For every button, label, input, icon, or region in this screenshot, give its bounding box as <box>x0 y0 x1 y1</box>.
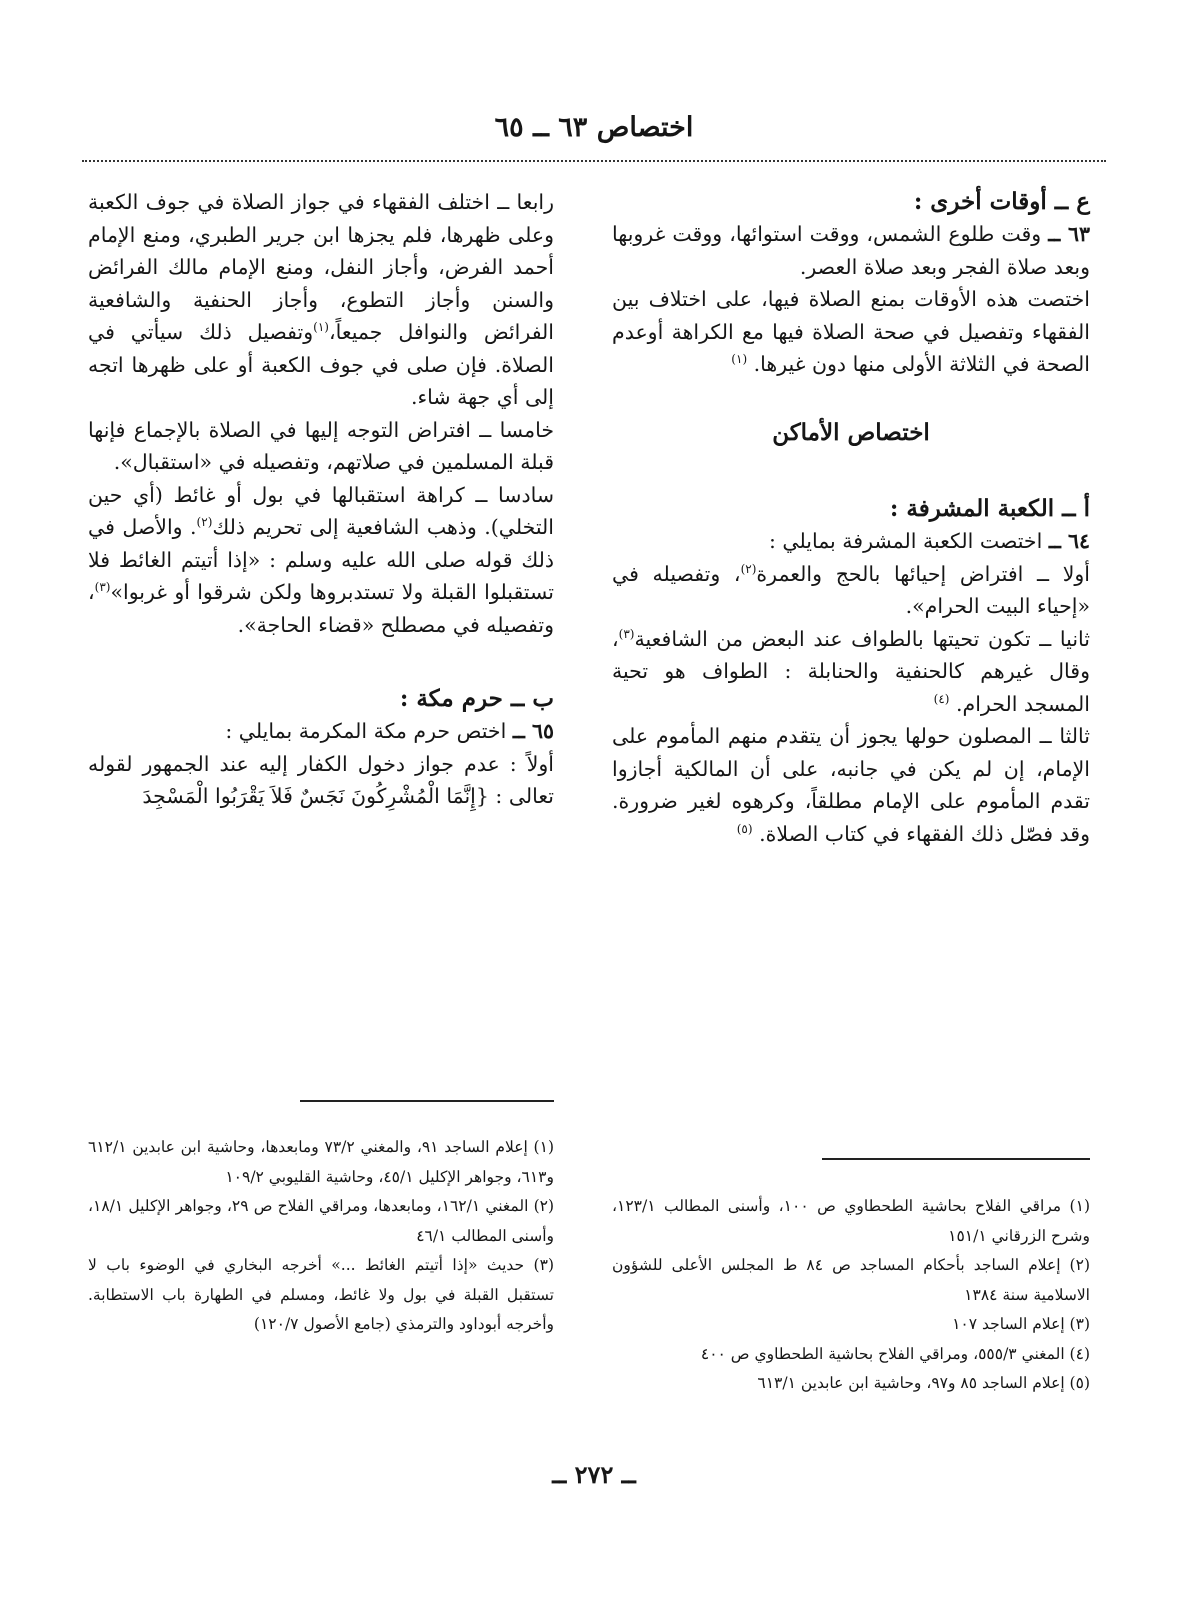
item-third <box>612 720 1090 850</box>
section-heading-places: اختصاص الأماكن <box>772 418 930 446</box>
footnotes-left <box>88 1133 554 1340</box>
item-first <box>612 558 1090 623</box>
item-first-65: أولاً : عدم جواز دخول الكفار إليه عند الجمهور لقوله تعالى : {إِنَّمَا الْمُشْرِكُونَ نَجَسٌ فَلاَ يَقْرَبُوا الْمَسْجِدَ <box>88 751 554 808</box>
left-column <box>88 186 554 813</box>
item-text: ، وتفصيله في «إحياء البيت الحرام». <box>612 561 1090 618</box>
footnote-ref: (٣) <box>94 580 111 595</box>
item-text: . والأصل في ذلك قوله صلى الله عليه وسلم : «إذا أتيتم الغائط فلا تستقبلوا القبلة ولا تستدبروها ولكن شرقوا أو غربوا» <box>88 515 554 604</box>
paragraph-64 <box>612 525 1090 558</box>
footnote: (٤) المغني ٥٥٥/٣، ومراقي الفلاح بحاشية الطحطاوي ص ٤٠٠ <box>700 1344 1090 1363</box>
item-text: أولا ــ افتراض إحيائها بالحج والعمرة <box>756 561 1090 586</box>
footnote: (٥) إعلام الساجد ٨٥ و٩٧، وحاشية ابن عابدين ٦١٣/١ <box>757 1374 1090 1392</box>
item-text: ، وتفصيله في مصطلح «قضاء الحاجة». <box>88 580 554 637</box>
header-divider <box>82 160 1106 162</box>
item-text: رابعا ــ اختلف الفقهاء في جواز الصلاة في جوف الكعبة وعلى ظهرها، فلم يجزها ابن جرير الطبري، ومنع الإمام أحمد الفرض، وأجاز النفل، ومنع الإمام مالك الفرائض والسنن وأجاز التطوع، وأجاز الحنفية والشافعية الفرائض والنوافل جميعاً، <box>88 190 554 344</box>
section-heading-other-times: ع ــ أوقات أخرى : <box>913 188 1090 215</box>
paragraph-number: ٦٤ ــ <box>1048 529 1090 553</box>
footnote: (٢) إعلام الساجد بأحكام المساجد ص ٨٤ ط المجلس الأعلى للشؤون الاسلامية سنة ١٣٨٤ <box>612 1256 1090 1304</box>
footnote-ref: (٥) <box>736 821 753 836</box>
footnotes-right <box>612 1192 1090 1399</box>
footnote-divider <box>300 1100 554 1102</box>
item-text: ثانيا ــ تكون تحيتها بالطواف عند البعض من الشافعية <box>634 626 1090 651</box>
paragraph-text: وقت طلوع الشمس، ووقت استوائها، ووقت غروبها وبعد صلاة الفجر وبعد صلاة العصر. <box>612 222 1090 279</box>
paragraph-65 <box>88 715 554 748</box>
paragraph-text: اختصت هذه الأوقات بمنع الصلاة فيها، على اختلاف بين الفقهاء وتفصيل في صحة الصلاة فيها مع الكراهة أوعدم الصحة في الثلاثة الأولى منها دون غيرها. <box>612 287 1090 376</box>
footnote: (٣) إعلام الساجد ١٠٧ <box>952 1315 1090 1333</box>
item-second <box>612 623 1090 721</box>
footnote-ref: (١) <box>313 320 329 335</box>
page-number: ــ ٢٧٢ ــ <box>552 1460 636 1489</box>
subheading-haram-makkah: ب ــ حرم مكة : <box>399 685 554 712</box>
item-text: سادسا ــ كراهة استقبالها في بول أو غائط (أي حين التخلي). وذهب الشافعية إلى تحريم ذلك <box>88 482 555 539</box>
subheading-kaaba: أ ــ الكعبة المشرفة : <box>889 495 1090 522</box>
paragraph-text: اختصت الكعبة المشرفة بمايلي : <box>768 529 1043 553</box>
footnote: (١) مراقي الفلاح بحاشية الطحطاوي ص ١٠٠، وأسنى المطالب ١٢٣/١، وشرح الزرقاني ١٥١/١ <box>612 1197 1090 1245</box>
footnote-ref: (٢) <box>196 515 213 530</box>
footnote: (٢) المغني ١٦٢/١، ومابعدها، ومراقي الفلاح ص ٢٩، وجواهر الإكليل ١٨/١، وأسنى المطالب ٤٦/١ <box>88 1197 555 1245</box>
paragraph-text: اختص حرم مكة المكرمة بمايلي : <box>225 719 507 743</box>
footnote-ref: (٢) <box>740 561 757 576</box>
footnote-ref: (١) <box>731 352 748 367</box>
page-title: اختصاص ٦٣ ــ ٦٥ <box>494 112 694 143</box>
paragraph-63-ruling <box>612 283 1090 381</box>
paragraph-63 <box>612 218 1090 283</box>
paragraph-number: ٦٣ ــ <box>1048 222 1090 246</box>
item-fifth: خامسا ــ افتراض التوجه إليها في الصلاة بالإجماع فإنها قبلة المسلمين في صلاتهم، وتفصيله في «استقبال». <box>88 417 554 474</box>
item-fourth <box>88 186 554 414</box>
footnote-ref: (٤) <box>933 691 950 706</box>
item-text: وتفصيل ذلك سيأتي في الصلاة. فإن صلى في جوف الكعبة أو على ظهرها اتجه إلى أي جهة شاء. <box>88 320 554 409</box>
item-text: ، وقال غيرهم كالحنفية والحنابلة : الطواف هو تحية المسجد الحرام. <box>612 626 1090 716</box>
footnote-divider <box>822 1158 1090 1160</box>
item-sixth <box>88 479 554 642</box>
footnote: (١) إعلام الساجد ٩١، والمغني ٧٣/٢ ومابعدها، وحاشية ابن عابدين ٦١٢/١ و٦١٣، وجواهر الإكليل ٤٥/١، وحاشية القليوبي ١٠٩/٢ <box>88 1138 554 1186</box>
paragraph-number: ٦٥ ــ <box>512 719 554 743</box>
item-text: ثالثا ــ المصلون حولها يجوز أن يتقدم منهم المأموم على الإمام، إن لم يكن في جانبه، على أن المالكية أجازوا تقدم المأموم على الإمام مطلقاً، وكرهوه لغير ضرورة. وقد فصّل ذلك الفقهاء في كتاب الصلاة. <box>612 724 1090 846</box>
footnote-ref: (٣) <box>618 626 635 641</box>
footnote: (٣) حديث «إذا أتيتم الغائط ...» أخرجه البخاري في الوضوء باب لا تستقبل القبلة في بول ولا غائط، ومسلم في الطهارة باب الاستطابة. وأخرجه أبوداود والترمذي (جامع الأصول ١٢٠/٧) <box>88 1256 554 1333</box>
right-column <box>612 186 1090 850</box>
